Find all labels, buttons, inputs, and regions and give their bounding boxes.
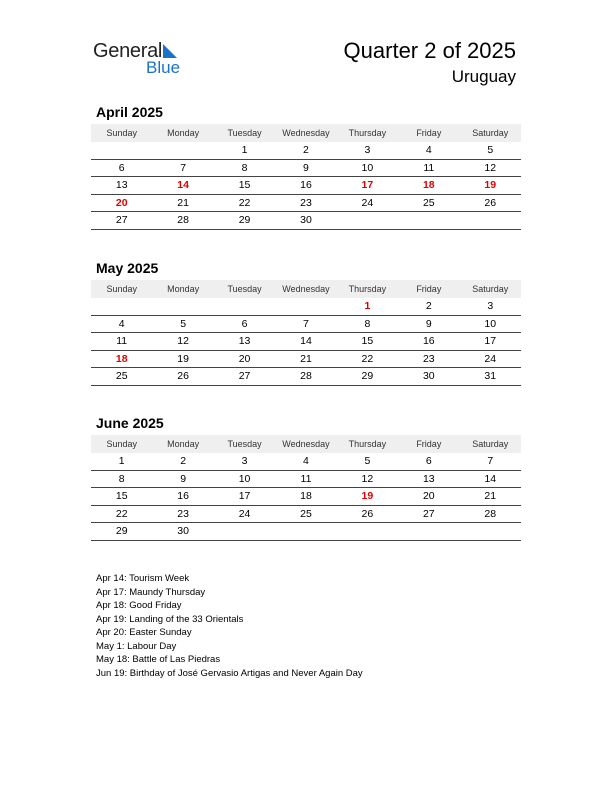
day-cell: 8 [118,472,125,485]
day-cell: 14 [300,335,312,347]
weekday-label: Thursday [348,439,387,449]
day-cell: 4 [118,317,125,330]
day-cell [337,523,398,540]
weekday-label: Thursday [348,284,387,294]
holiday-day-cell: 14 [177,179,189,191]
day-cell: 29 [115,525,128,537]
month-calendar [91,102,521,230]
week-row [91,212,521,230]
day-cell: 26 [177,370,189,382]
day-cell: 13 [238,335,251,347]
day-cell: 7 [487,455,494,467]
day-cell: 17 [238,490,251,502]
week-row [91,177,521,195]
week-row [91,523,521,541]
weekday-label: Tuesday [227,284,262,294]
day-cell: 31 [484,370,497,382]
day-cell [152,142,213,159]
day-cell: 28 [177,214,189,226]
day-cell: 8 [364,317,371,330]
week-row [91,453,521,471]
weekday-label: Monday [167,439,200,449]
day-cell: 6 [425,455,432,467]
day-cell: 3 [364,144,371,156]
day-cell: 24 [361,196,374,209]
holiday-list [96,572,363,680]
day-cell: 28 [484,507,497,520]
weekday-header-row [91,280,521,298]
day-cell: 27 [115,214,128,226]
month-calendar [91,413,521,541]
weekday-header-row [91,435,521,453]
weekday-label: Friday [416,284,442,294]
day-cell: 16 [177,490,189,502]
holiday-list-item: May 18: Battle of Las Piedras [96,654,221,665]
day-cell: 29 [238,214,251,226]
day-cell: 24 [484,352,497,365]
day-cell [460,523,521,540]
weekday-label: Wednesday [282,284,330,294]
day-cell: 11 [300,472,312,485]
week-row [91,351,521,369]
weekday-label: Monday [167,128,200,138]
day-cell: 15 [238,179,251,191]
holiday-list-item: Apr 18: Good Friday [96,600,182,611]
holiday-list-item: Jun 19: Birthday of José Gervasio Artigas and Never Again Day [96,667,363,679]
day-cell: 21 [177,196,189,209]
month-title: June 2025 [96,415,164,431]
weekday-label: Sunday [106,128,137,138]
month-calendar [91,258,521,386]
day-cell: 11 [116,335,128,347]
day-cell: 22 [238,196,251,209]
day-cell: 20 [238,352,251,365]
holiday-day-cell: 19 [484,179,497,191]
day-cell: 10 [361,161,374,174]
holiday-day-cell: 20 [115,196,128,209]
day-cell: 23 [177,507,189,520]
day-cell: 22 [115,507,128,520]
country-name: Uruguay [451,67,516,86]
day-cell: 28 [300,370,312,382]
week-row [91,488,521,506]
day-cell: 30 [422,370,435,382]
weekday-label: Wednesday [282,128,330,138]
day-cell: 2 [425,300,432,312]
day-cell [337,212,398,229]
day-cell: 17 [484,335,497,347]
day-cell: 9 [180,472,187,485]
day-cell [275,523,336,540]
holiday-day-cell: 1 [364,300,371,312]
weekday-label: Monday [167,284,200,294]
day-cell: 10 [484,317,497,330]
day-cell: 9 [425,317,432,330]
logo-text-blue: Blue [146,58,181,77]
day-cell: 4 [303,455,309,467]
day-cell: 8 [241,161,248,174]
holiday-day-cell: 18 [115,352,128,365]
weekday-label: Sunday [106,284,137,294]
day-cell [398,212,459,229]
day-cell: 10 [238,472,251,485]
day-cell: 30 [177,525,189,537]
day-cell: 12 [177,335,189,347]
day-cell [152,298,213,315]
day-cell [214,523,275,540]
weekday-label: Thursday [348,128,387,138]
weekday-label: Saturday [472,128,509,138]
logo-triangle-icon [163,44,177,58]
day-cell: 23 [422,352,435,365]
day-cell: 2 [303,144,309,156]
day-cell: 9 [303,161,309,174]
day-cell: 16 [300,179,312,191]
day-cell [91,298,152,315]
weekday-label: Wednesday [282,439,330,449]
day-cell: 11 [423,161,435,174]
weekday-label: Tuesday [227,439,262,449]
day-cell: 13 [422,472,435,485]
day-cell: 15 [361,335,374,347]
week-row [91,142,521,160]
week-row [91,471,521,489]
week-row [91,506,521,524]
day-cell: 26 [361,507,374,520]
week-row [91,316,521,334]
weekday-label: Sunday [106,439,137,449]
day-cell: 25 [422,196,435,209]
day-cell: 12 [484,161,497,174]
day-cell: 5 [487,144,494,156]
day-cell: 14 [484,472,497,485]
weekday-label: Tuesday [227,128,262,138]
day-cell: 16 [422,335,435,347]
day-cell: 24 [238,507,251,520]
day-cell: 1 [241,144,248,156]
day-cell: 7 [180,161,187,174]
day-cell: 21 [484,490,497,502]
day-cell: 5 [180,317,187,330]
logo-text-general: General [93,40,163,62]
week-row [91,333,521,351]
day-cell: 3 [241,455,248,467]
day-cell: 6 [241,317,248,330]
weekday-label: Friday [416,128,442,138]
holiday-list-item: May 1: Labour Day [96,640,177,652]
month-title: April 2025 [96,104,163,120]
day-cell: 4 [425,144,432,156]
day-cell: 18 [300,490,312,502]
week-row [91,298,521,316]
day-cell [398,523,459,540]
week-row [91,195,521,213]
day-cell: 7 [303,317,309,330]
weekday-label: Saturday [472,284,509,294]
holiday-list-item: Apr 17: Maundy Thursday [96,586,206,598]
day-cell [275,298,336,315]
weekday-header-row [91,124,521,142]
day-cell: 22 [361,352,374,365]
day-cell: 25 [115,370,128,382]
day-cell: 12 [361,472,374,485]
weekday-label: Saturday [472,439,509,449]
day-cell: 3 [487,300,494,312]
holiday-day-cell: 17 [361,179,374,191]
day-cell [214,298,275,315]
day-cell: 30 [300,214,312,226]
day-cell: 13 [115,179,128,191]
day-cell: 19 [177,352,189,365]
day-cell: 1 [118,455,125,467]
day-cell: 15 [115,490,128,502]
week-row [91,160,521,178]
holiday-list-item: Apr 19: Landing of the 33 Orientals [96,613,244,625]
day-cell: 23 [300,196,312,209]
month-title: May 2025 [96,260,159,276]
week-row [91,368,521,386]
holiday-list-item: Apr 14: Tourism Week [96,573,190,584]
day-cell: 5 [364,455,371,467]
day-cell: 29 [361,370,374,382]
generalblue-logo [93,40,193,80]
day-cell: 6 [118,161,125,174]
day-cell: 26 [484,196,497,209]
holiday-list-item: Apr 20: Easter Sunday [96,627,192,638]
day-cell: 25 [300,507,312,520]
day-cell: 27 [238,370,251,382]
day-cell: 27 [422,507,435,520]
weekday-label: Friday [416,439,442,449]
day-cell [460,212,521,229]
holiday-day-cell: 19 [361,490,374,502]
page-title: Quarter 2 of 2025 [343,38,516,63]
day-cell: 2 [180,455,187,467]
day-cell: 21 [300,352,312,365]
day-cell [91,142,152,159]
holiday-day-cell: 18 [422,179,435,191]
day-cell: 20 [422,490,435,502]
